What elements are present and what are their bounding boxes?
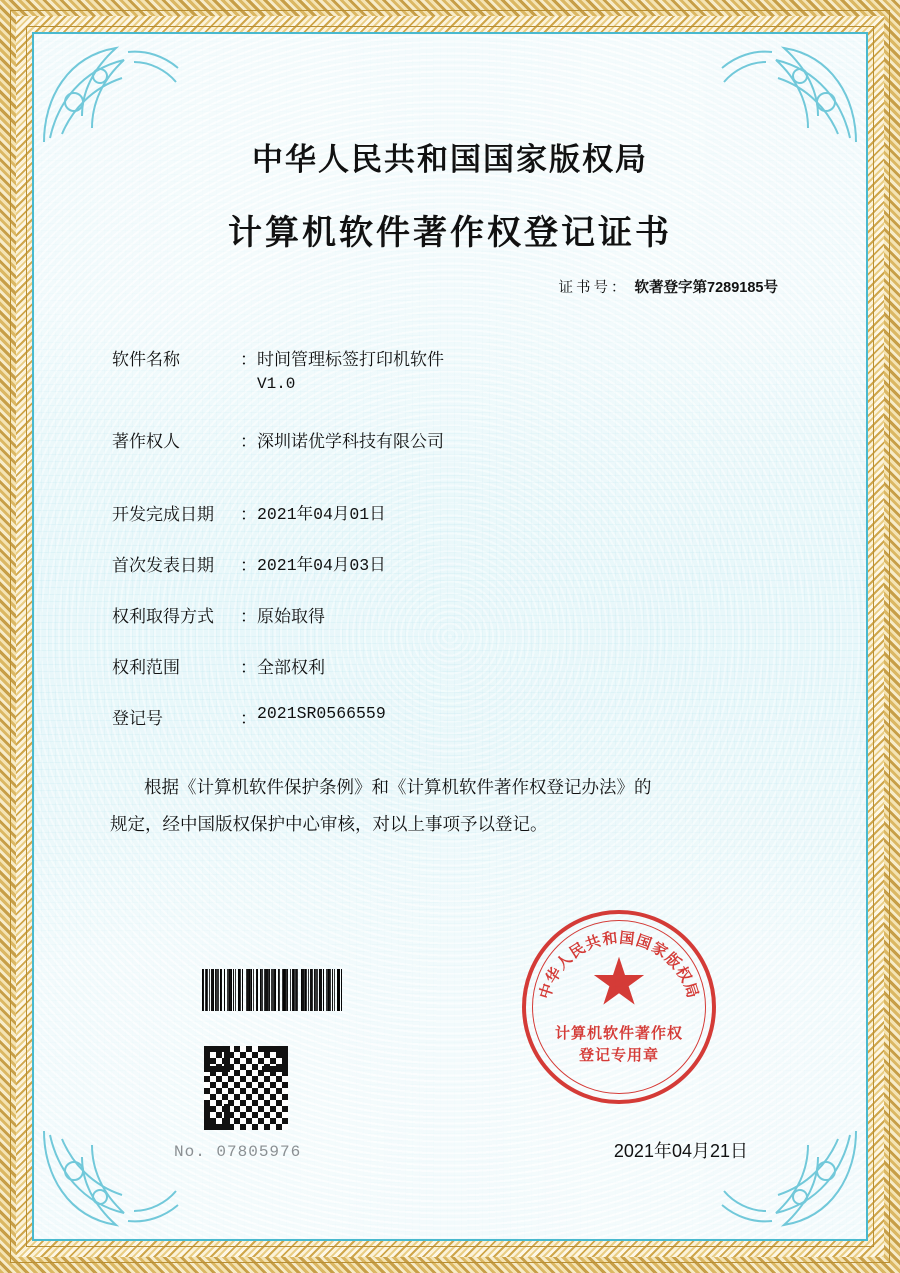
- field-value: 深圳诺优学科技有限公司: [257, 432, 444, 451]
- field-value-text: 时间管理标签打印机软件: [257, 350, 444, 369]
- field-colon: ：: [240, 432, 257, 451]
- field-colon: ：: [240, 505, 257, 524]
- field-value: 原始取得: [257, 607, 325, 626]
- field-label-text: 软件名称: [112, 350, 180, 369]
- field-rights-acquisition: [94, 602, 806, 627]
- field-colon: ：: [240, 709, 257, 728]
- legal-statement-line-2: 规定，经中国版权保护中心审核，对以上事项予以登记。: [110, 813, 548, 834]
- field-label: 开发完成日期: [112, 505, 214, 524]
- field-rights-scope: [94, 653, 806, 678]
- field-value-version: V1.0: [257, 375, 296, 393]
- field-colon: ：: [240, 658, 257, 677]
- field-label: [112, 427, 240, 452]
- certificate-content: [34, 34, 866, 1239]
- qr-code: [204, 1046, 288, 1130]
- certificate-number-value: 软著登字第7289185号: [634, 280, 778, 296]
- field-label-text: 登记号: [112, 709, 163, 728]
- seal-line-2: 登记专用章: [578, 1047, 659, 1064]
- certificate-number-row: [94, 276, 806, 297]
- field-value: 2021年04月03日: [257, 556, 386, 575]
- field-value: 全部权利: [257, 658, 325, 677]
- star-icon: ★: [592, 953, 646, 1013]
- field-value: [257, 345, 806, 393]
- field-label-text: 权利范围: [112, 658, 180, 677]
- guilloche-panel: [32, 32, 868, 1241]
- seal-line-1: 计算机软件著作权: [554, 1025, 683, 1042]
- field-value: 2021年04月01日: [257, 505, 386, 524]
- field-development-date: [94, 500, 806, 525]
- field-colon: ：: [240, 350, 257, 369]
- official-seal: [522, 910, 716, 1104]
- svg-text:中华人民共和国国家版权局: 中华人民共和国国家版权局: [536, 929, 702, 1002]
- field-label-text: 著作权人: [112, 432, 180, 451]
- field-copyright-owner: [94, 427, 806, 452]
- field-label: [112, 653, 240, 678]
- field-label: 首次发表日期: [112, 556, 214, 575]
- legal-statement-line-1: 根据《计算机软件保护条例》和《计算机软件著作权登记办法》的: [144, 777, 652, 797]
- issuer-title: 中华人民共和国国家版权局: [252, 142, 648, 177]
- field-colon: ：: [240, 607, 257, 626]
- issue-date: 2021年04月21日: [613, 1141, 748, 1161]
- field-registration-number: [94, 704, 806, 729]
- serial-number: No. 07805976: [174, 1143, 302, 1161]
- field-label: [112, 704, 240, 729]
- field-label: [112, 345, 240, 370]
- field-value: 2021SR0566559: [257, 704, 386, 723]
- field-label: 权利取得方式: [112, 607, 214, 626]
- field-first-publish-date: [94, 551, 806, 576]
- field-colon: ：: [240, 556, 257, 575]
- barcode-overlay: [202, 969, 342, 1011]
- certificate-title: 计算机软件著作权登记证书: [228, 215, 672, 252]
- legal-statement: [94, 769, 806, 843]
- field-software-name: [94, 345, 806, 393]
- certificate-number-label: 证书号：: [558, 280, 629, 296]
